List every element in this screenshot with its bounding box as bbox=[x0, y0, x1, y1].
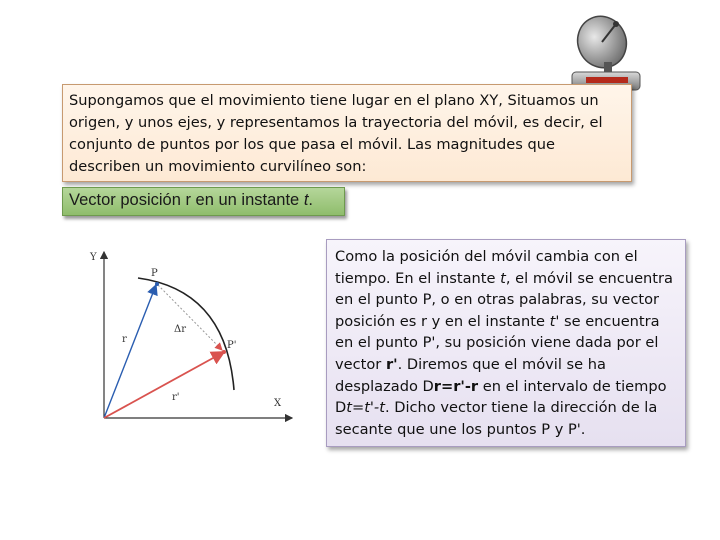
vector-r-prime-label: r' bbox=[172, 392, 180, 403]
delta-r-label: Δr bbox=[174, 324, 187, 335]
position-vector-diagram bbox=[88, 240, 298, 425]
description-segment: Como la posición del móvil cambia con el tiempo. En el instante bbox=[335, 248, 638, 287]
section-heading-italic: t bbox=[303, 191, 309, 209]
description-segment: en el intervalo de tiempo D bbox=[335, 377, 667, 417]
section-heading bbox=[62, 187, 345, 216]
description-segment: . Dicho vector tiene la dirección de la secante que une los puntos P y P'. bbox=[335, 399, 658, 438]
description-segment: r' bbox=[385, 355, 398, 373]
point-p-label: P bbox=[151, 268, 158, 279]
vector-r-label: r bbox=[122, 334, 127, 345]
description-segment: t' bbox=[549, 312, 560, 330]
description-segment: t=t'-t bbox=[346, 399, 385, 417]
x-axis-label: X bbox=[274, 398, 282, 409]
description-segment: . Diremos que el móvil se ha desplazado D bbox=[335, 355, 606, 395]
description-segment: r=r'-r bbox=[433, 377, 479, 395]
section-heading-text: Vector posición r en un instante bbox=[69, 191, 300, 209]
section-heading-end: . bbox=[308, 191, 314, 209]
intro-text: Supongamos que el movimiento tiene lugar en el plano XY, Situamos un origen, y unos ejes, y representamos la trayectoria del móvil, es decir, el conjunto de puntos por los que pasa el móvil. Las magnitudes que describen un movimiento curvilíneo son: bbox=[69, 92, 603, 175]
point-p-marker bbox=[155, 282, 159, 286]
vector-r-prime bbox=[104, 352, 224, 418]
y-axis-label: Y bbox=[90, 252, 97, 263]
description-segment: t bbox=[500, 269, 506, 287]
description-segment: , el móvil se encuentra en el punto P, o en otras palabras, su vector posición es r y en el instante bbox=[335, 269, 673, 330]
vector-r bbox=[104, 285, 156, 418]
point-p-prime-marker bbox=[222, 350, 226, 354]
point-p-prime-label: P' bbox=[227, 340, 237, 351]
description-segment: se encuentra en el punto P', su posición viene dada por el vector bbox=[335, 312, 660, 373]
intro-paragraph-box bbox=[62, 84, 632, 182]
description-text bbox=[335, 246, 677, 440]
description-paragraph-box bbox=[326, 239, 686, 447]
satellite-dish-logo bbox=[566, 6, 646, 92]
vector-delta-r bbox=[158, 285, 222, 350]
